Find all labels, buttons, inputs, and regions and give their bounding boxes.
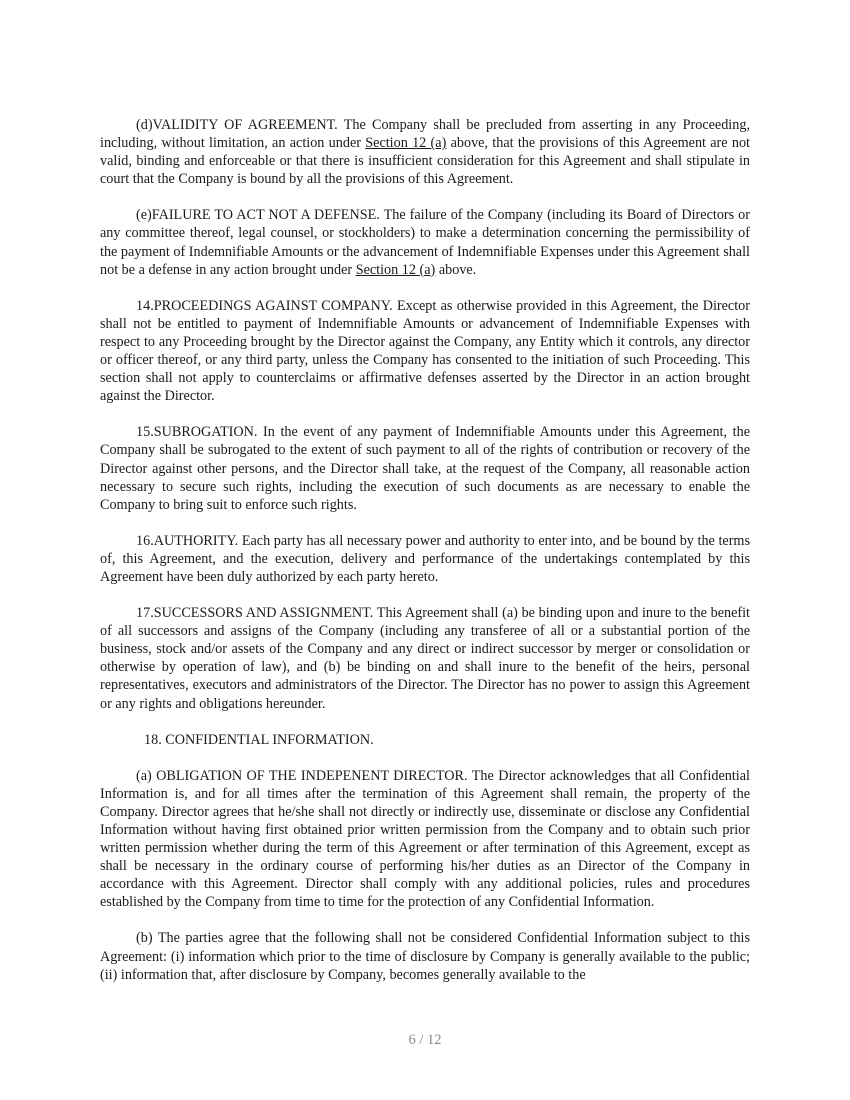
paragraph-text: above.	[435, 261, 477, 278]
paragraph-text: 17.SUCCESSORS AND ASSIGNMENT. This Agreement shall (a) be binding upon and inure to the benefit of all successors and assigns of the Company (including any transferee of all or a substantial portion of the business, stock and/or assets of the Company and any direct or indirect successor by merger or consolidation or otherwise by operation of law), and (b) be binding on and shall inure to the benefit of the heirs, personal representatives, executors and administrators of the Director. The Director has no power to assign this Agreement or any rights and obligations hereunder.	[100, 605, 750, 712]
heading-text: 18. CONFIDENTIAL INFORMATION.	[144, 731, 374, 748]
section-reference-link: Section 12 (a)	[355, 261, 436, 278]
paragraph-text: 16.AUTHORITY. Each party has all necessary power and authority to enter into, and be bound by the terms of, this Agreement, and the execution, delivery and performance of the undertakings contemplated by this Agreement have been duly authorized by each party hereto.	[100, 532, 750, 585]
paragraph-successors-and-assignment	[100, 604, 750, 713]
paragraph-text: 15.SUBROGATION. In the event of any payment of Indemnifiable Amounts under this Agreement, the Company shall be subrogated to the extent of such payment to all of the rights of contribution or recovery of the Director against other persons, and the Director shall take, at the request of the Company, all reasonable action necessary to secure such rights, including the execution of such documents as are necessary to enable the Company to bring suit to enforce such rights.	[100, 424, 750, 513]
section-reference-link: Section 12 (a)	[365, 135, 447, 152]
paragraph-subrogation	[100, 423, 750, 513]
section-heading-confidential-information	[100, 731, 750, 749]
paragraph-not-confidential-information	[100, 929, 750, 983]
paragraph-validity-of-agreement	[100, 116, 750, 188]
paragraph-text: (e)FAILURE TO ACT NOT A DEFENSE. The failure of the Company (including its Board of Directors or any committee thereof, legal counsel, or stockholders) to make a determination concerning the permissibility of the payment of Indemnifiable Amounts or the advancement of Indemnifiable Expenses under this Agreement shall not be a defense in any action brought under	[100, 207, 750, 278]
paragraph-proceedings-against-company	[100, 297, 750, 406]
paragraph-failure-to-act	[100, 206, 750, 278]
paragraph-text: (d)VALIDITY OF AGREEMENT. The Company shall be precluded from asserting in any Proceeding, including, without limitation, an action under	[100, 117, 750, 152]
paragraph-text: (a) OBLIGATION OF THE INDEPENENT DIRECTOR. The Director acknowledges that all Confidential Information is, and for all times after the termination of this Agreement shall remain, the property of the Company. Director agrees that he/she shall not directly or indirectly use, disseminate or disclose any Confidential Information without having first obtained prior written permission from the Company and to obtain such prior written permission whether during the term of this Agreement or after termination of this Agreement, except as shall be necessary in the ordinary course of performing his/her duties as an Director of the Company in accordance with this Agreement. Director shall comply with any additional policies, rules and procedures established by the Company from time to time for the protection of any Confidential Information.	[100, 767, 750, 911]
paragraph-text: 14.PROCEEDINGS AGAINST COMPANY. Except as otherwise provided in this Agreement, the Director shall not be entitled to payment of Indemnifiable Amounts or advancement of Indemnifiable Expenses with respect to any Proceeding brought by the Director against the Company, any Entity which it controls, any director or officer thereof, or any third party, unless the Company has consented to the initiation of such Proceeding. This section shall not apply to counterclaims or affirmative defenses asserted by the Director in an action brought against the Director.	[100, 297, 750, 405]
paragraph-text: (b) The parties agree that the following shall not be considered Confidential Information subject to this Agreement: (i) information which prior to the time of disclosure by Company is generally available to the public; (ii) information that, after disclosure by Company, becomes generally available to the	[100, 930, 750, 983]
page-number: 6 / 12	[408, 1032, 442, 1048]
document-body	[100, 116, 750, 1002]
paragraph-obligation-of-director	[100, 767, 750, 912]
paragraph-text: above, that the provisions of this Agreement are not valid, binding and enforceable or that there is insufficient consideration for this Agreement and shall stipulate in court that the Company is bound by all the provisions of this Agreement.	[100, 135, 750, 188]
paragraph-authority	[100, 532, 750, 586]
